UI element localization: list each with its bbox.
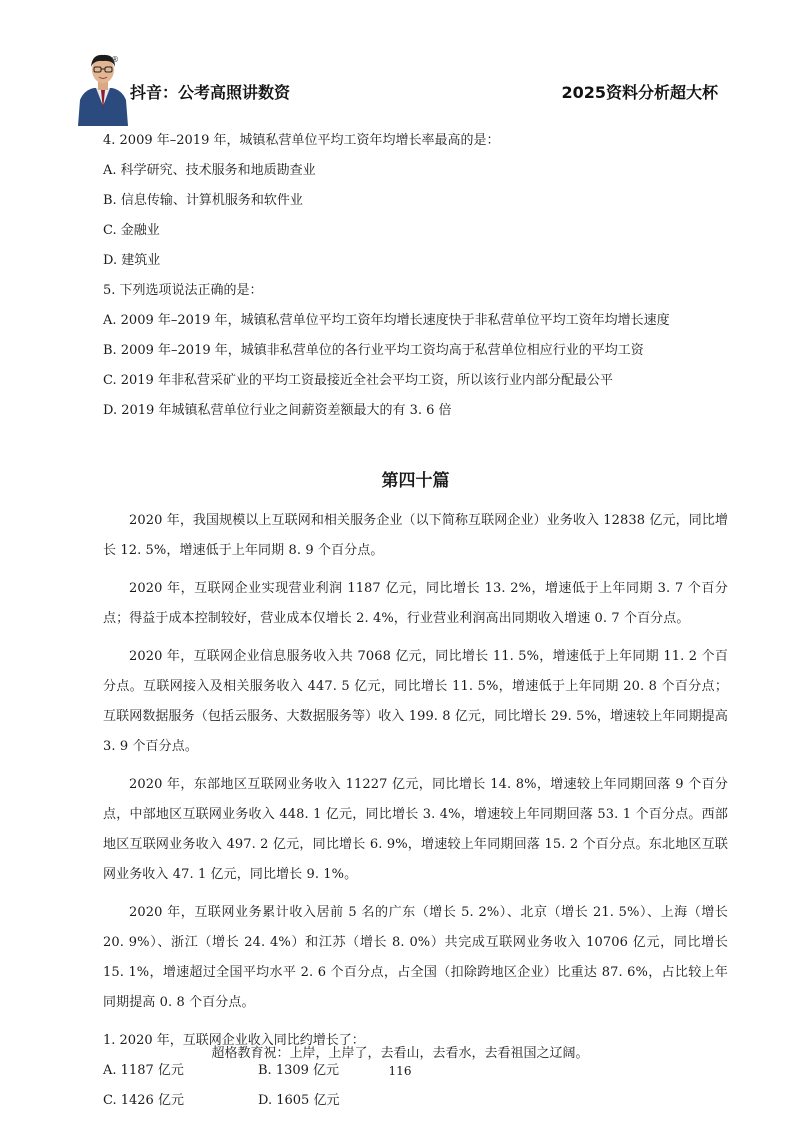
paragraph: 2020 年，东部地区互联网业务收入 11227 亿元，同比增长 14. 8%，增速较上年同期回落 9 个百分点，中部地区互联网业务收入 448. 1 亿元，同比增长 3. 4%，增速较上年同期回落 53. 1 个百分点。西部地区互联网业务收入 497. 2 亿元，同比增长 6. 9%，增速较上年同期回落 15. 2 个百分点。东北地区互联网业务收入 47. 1 亿元，同比增长 9. 1%。	[103, 777, 728, 882]
header-book-title: 2025资料分析超大杯	[561, 83, 718, 102]
question-1-option-b: B. 1309 亿元	[258, 1063, 340, 1078]
question-1-option-a: A. 1187 亿元	[103, 1063, 184, 1078]
paragraph: 2020 年，互联网业务累计收入居前 5 名的广东（增长 5. 2%）、北京（增长 21. 5%）、上海（增长 20. 9%）、浙江（增长 24. 4%）和江苏（增长 8. 0%）共完成互联网业务收入 10706 亿元，同比增长 15. 1%，增速超过全国平均水平 2. 6 个百分点，占全国（扣除跨地区企业）比重达 87. 6%，占比较上年同期提高 0. 8 个百分点。	[103, 905, 728, 1010]
page-header	[0, 0, 800, 128]
question-4-option-a: A. 科学研究、技术服务和地质勘查业	[103, 163, 316, 178]
page-content	[103, 126, 728, 1116]
presenter-photo	[76, 48, 130, 126]
question-4-option-c: C. 金融业	[103, 223, 160, 238]
question-1-option-c: C. 1426 亿元	[103, 1093, 184, 1108]
section-title: 第四十篇	[381, 471, 450, 491]
question-5-option-d: D. 2019 年城镇私营单位行业之间薪资差额最大的有 3. 6 倍	[103, 403, 452, 418]
question-4-option-b: B. 信息传输、计算机服务和软件业	[103, 193, 303, 208]
question-1-stem: 1. 2020 年，互联网企业收入同比约增长了：	[103, 1033, 365, 1048]
page-number: 116	[388, 1064, 412, 1078]
question-1-option-d: D. 1605 亿元	[258, 1093, 340, 1108]
question-5-option-b: B. 2009 年–2019 年，城镇非私营单位的各行业平均工资均高于私营单位相应行业的平均工资	[103, 343, 644, 358]
paragraph: 2020 年，互联网企业实现营业利润 1187 亿元，同比增长 13. 2%，增速低于上年同期 3. 7 个百分点；得益于成本控制较好，营业成本仅增长 2. 4%，行业营业利润高出同期收入增速 0. 7 个百分点。	[103, 581, 728, 626]
registered-mark: ®	[111, 55, 119, 64]
paragraph: 2020 年，互联网企业信息服务收入共 7068 亿元，同比增长 11. 5%，增速低于上年同期 11. 2 个百分点。互联网接入及相关服务收入 447. 5 亿元，同比增长 11. 5%，增速低于上年同期 20. 8 个百分点；互联网数据服务（包括云服务、大数据服务等）收入 199. 8 亿元，同比增长 29. 5%，增速较上年同期提高 3. 9 个百分点。	[103, 649, 728, 754]
avatar	[76, 48, 130, 126]
question-4-option-d: D. 建筑业	[103, 253, 161, 268]
question-5-stem: 5. 下列选项说法正确的是：	[103, 283, 263, 298]
question-1-options-row-2	[103, 1086, 728, 1116]
question-5-option-a: A. 2009 年–2019 年，城镇私营单位平均工资年均增长速度快于非私营单位平均工资年均增长速度	[103, 313, 670, 328]
paragraph: 2020 年，我国规模以上互联网和相关服务企业（以下简称互联网企业）业务收入 12838 亿元，同比增长 12. 5%，增速低于上年同期 8. 9 个百分点。	[103, 513, 728, 558]
question-5-option-c: C. 2019 年非私营采矿业的平均工资最接近全社会平均工资，所以该行业内部分配最公平	[103, 373, 613, 388]
question-4-stem: 4. 2009 年–2019 年，城镇私营单位平均工资年均增长率最高的是：	[103, 133, 500, 148]
header-channel-name: 抖音：公考高照讲数资	[130, 83, 291, 102]
footer-motto: 超格教育祝：上岸，上岸了，去看山，去看水，去看祖国之辽阔。	[211, 1046, 589, 1061]
